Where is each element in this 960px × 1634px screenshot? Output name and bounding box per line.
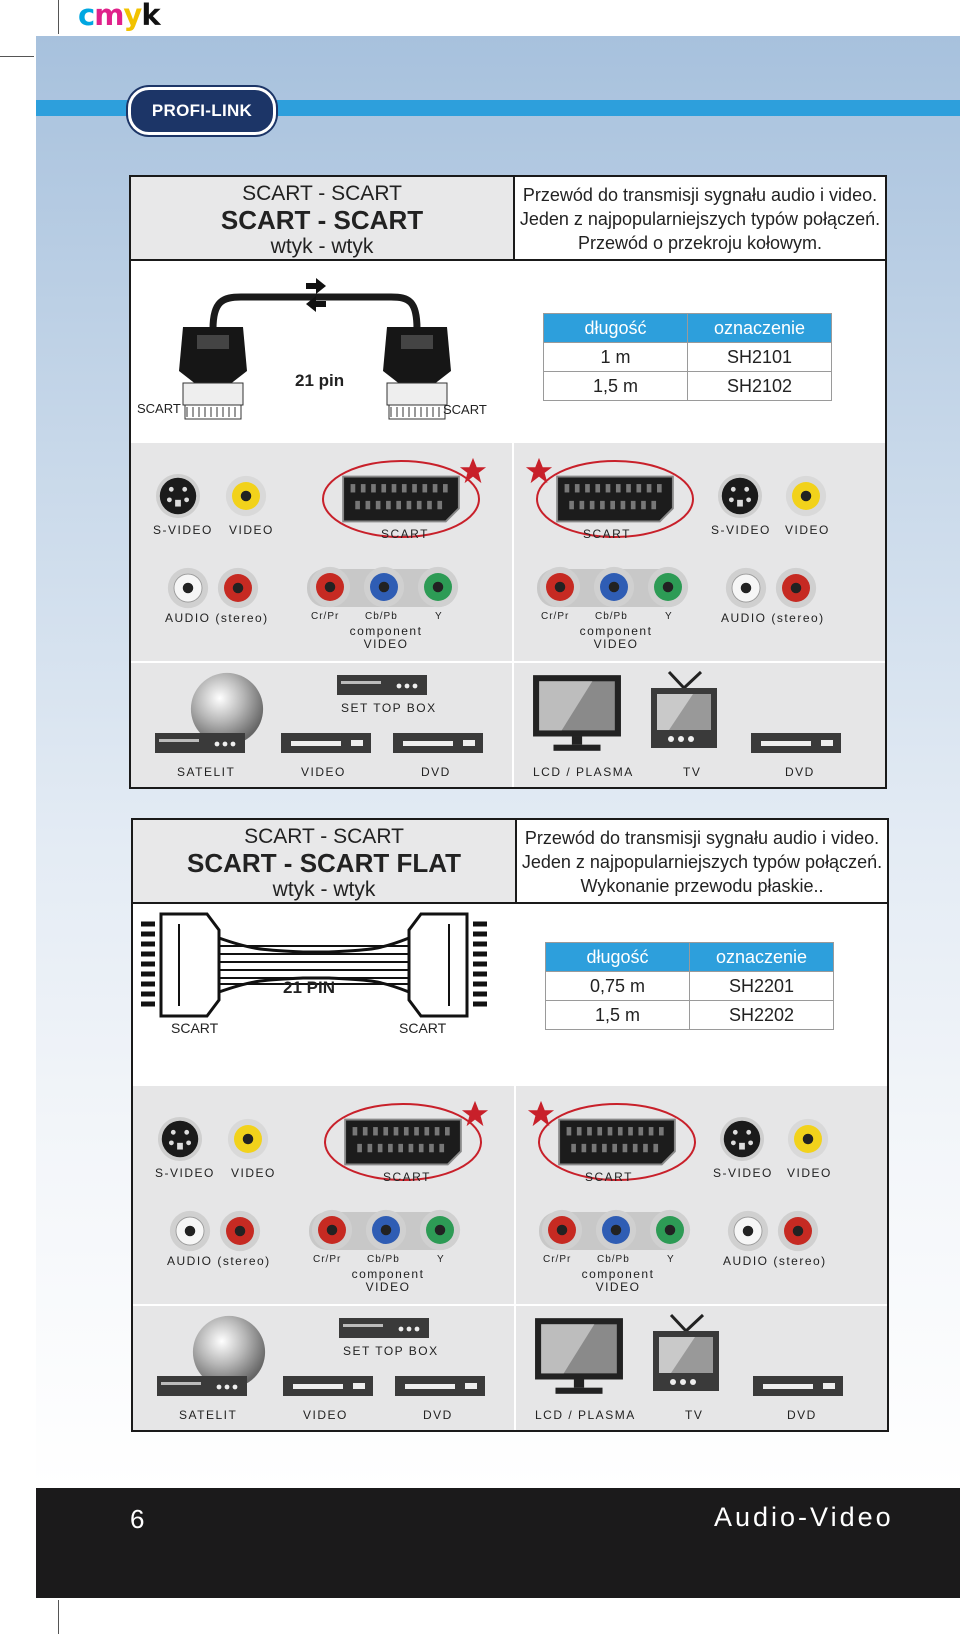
description-line: Jeden z najpopularniejszych typów połączeń. [519,209,881,229]
lcd-plasma-label: LCD / PLASMA [535,1408,636,1422]
crt-tv-icon [649,665,719,755]
component-video-label: component VIDEO [349,624,423,651]
cb-pb-label: Cb/Pb [597,1254,630,1265]
cb-pb-label: Cb/Pb [595,611,628,622]
cr-pr-label: Cr/Pr [313,1254,342,1265]
rca-red-socket-icon [777,1210,819,1252]
dvd-player-icon [395,1376,485,1398]
cr-pr-label: Cr/Pr [543,1254,572,1265]
product-title-block [131,177,515,259]
video-label: VIDEO [231,1166,276,1180]
rca-white-socket-icon [167,567,209,609]
y-label: Y [435,611,443,622]
y-label: Y [437,1254,445,1265]
col-header-length: długość [546,943,690,972]
rca-green-socket-icon [419,1209,461,1251]
table-row [546,1001,834,1030]
product-subtitle: SCART - SCART [242,182,402,205]
vcr-icon [283,1376,373,1398]
length-cell: 1,5 m [546,1001,690,1030]
product-header [131,177,885,261]
right-connector-label: SCART [443,402,487,417]
cr-pr-label: Cr/Pr [311,611,340,622]
dvd-player-icon [393,733,483,755]
table-row [544,372,832,401]
scart-label: SCART [585,1170,633,1184]
scart-label: SCART [381,527,429,541]
compatibility-grid [133,1086,887,1430]
rca-red-socket-icon [539,566,581,608]
left-connector-label: SCART [171,1020,219,1036]
spec-table [545,942,834,1030]
col-header-length: długość [544,314,688,343]
product-title: SCART - SCART FLAT [187,848,461,878]
product-panel-scart-flat [131,818,889,1432]
rca-yellow-socket-icon [225,475,267,517]
rca-red-socket-icon [309,566,351,608]
col-header-code: oznaczenie [688,314,832,343]
description-line: Przewód do transmisji sygnału audio i video. [524,828,880,848]
component-video-label: component VIDEO [351,1267,425,1294]
video-label: VIDEO [785,523,830,537]
s-video-socket-icon [719,1116,765,1162]
page-number: 6 [130,1504,145,1534]
dvd-label: DVD [787,1408,817,1422]
col-header-code: oznaczenie [690,943,834,972]
lcd-plasma-label: LCD / PLASMA [533,765,634,779]
rca-green-socket-icon [417,566,459,608]
lcd-plasma-icon [533,1316,625,1398]
product-description [515,177,885,259]
description-line: Jeden z najpopularniejszych typów połączeń. [521,852,883,872]
crt-tv-icon [651,1308,721,1398]
satelit-label: SATELIT [177,765,236,779]
rca-yellow-socket-icon [787,1118,829,1160]
satellite-receiver-icon [157,1376,247,1398]
video-label: VIDEO [229,523,274,537]
code-cell: SH2102 [688,372,832,401]
rca-red-socket-icon [541,1209,583,1251]
product-subtitle: SCART - SCART [244,825,404,848]
length-cell: 0,75 m [546,972,690,1001]
product-header [133,820,887,904]
s-video-label: S-VIDEO [155,1166,215,1180]
tv-label: TV [685,1408,704,1422]
cb-pb-label: Cb/Pb [367,1254,400,1265]
dvd-label: DVD [785,765,815,779]
s-video-label: S-VIDEO [713,1166,773,1180]
lcd-plasma-icon [531,673,623,755]
rca-green-socket-icon [649,1209,691,1251]
connector-type: wtyk - wtyk [270,235,374,258]
cable-diagram [133,904,887,1086]
set-top-box-icon [339,1318,429,1340]
code-cell: SH2201 [690,972,834,1001]
cr-pr-label: Cr/Pr [541,611,570,622]
dvd-player-icon [753,1376,843,1398]
rca-red-socket-icon [775,567,817,609]
s-video-socket-icon [717,473,763,519]
rca-white-socket-icon [169,1210,211,1252]
vcr-icon [281,733,371,755]
rca-red-socket-icon [311,1209,353,1251]
rca-blue-socket-icon [365,1209,407,1251]
length-cell: 1,5 m [544,372,688,401]
set-top-box-label: SET TOP BOX [341,701,437,715]
s-video-socket-icon [157,1116,203,1162]
rca-blue-socket-icon [595,1209,637,1251]
scart-cable-round-illustration [131,261,491,443]
length-cell: 1 m [544,343,688,372]
tv-label: TV [683,765,702,779]
cmyk-mark: cmyk [78,0,160,32]
rca-green-socket-icon [647,566,689,608]
code-cell: SH2202 [690,1001,834,1030]
product-title: SCART - SCART [220,205,424,235]
rca-blue-socket-icon [593,566,635,608]
rca-white-socket-icon [725,567,767,609]
table-row [544,343,832,372]
set-top-box-label: SET TOP BOX [343,1344,439,1358]
audio-stereo-label: AUDIO (stereo) [165,611,269,625]
component-video-label: component VIDEO [581,1267,655,1294]
description-line: Wykonanie przewodu płaskie.. [580,876,824,896]
video-device-label: VIDEO [303,1408,348,1422]
scart-label: SCART [383,1170,431,1184]
rca-red-socket-icon [219,1210,261,1252]
description-line: Przewód do transmisji sygnału audio i video. [522,185,878,205]
description-line: Przewód o przekroju kołowym. [577,233,823,253]
rca-red-socket-icon [217,567,259,609]
compatibility-grid [131,443,885,787]
audio-stereo-label: AUDIO (stereo) [721,611,825,625]
crop-mark [58,0,59,34]
rca-yellow-socket-icon [227,1118,269,1160]
spec-table [543,313,832,401]
set-top-box-icon [337,675,427,697]
dvd-label: DVD [423,1408,453,1422]
product-description [517,820,887,902]
right-connector-label: SCART [399,1020,447,1036]
dvd-player-icon [751,733,841,755]
cable-diagram [131,261,885,443]
rca-blue-socket-icon [363,566,405,608]
rca-yellow-socket-icon [785,475,827,517]
s-video-label: S-VIDEO [711,523,771,537]
section-title: Audio-Video [714,1502,894,1532]
satelit-label: SATELIT [179,1408,238,1422]
product-title-block [133,820,517,902]
left-connector-label: SCART [137,401,181,416]
y-label: Y [665,611,673,622]
crop-mark [58,1600,59,1634]
pin-count-label: 21 pin [295,371,345,390]
cb-pb-label: Cb/Pb [365,611,398,622]
crop-mark [0,56,34,57]
s-video-socket-icon [155,473,201,519]
code-cell: SH2101 [688,343,832,372]
y-label: Y [667,1254,675,1265]
video-device-label: VIDEO [301,765,346,779]
pin-count-label: 21 PIN [283,978,335,997]
audio-stereo-label: AUDIO (stereo) [167,1254,271,1268]
s-video-label: S-VIDEO [153,523,213,537]
scart-label: SCART [583,527,631,541]
satellite-receiver-icon [155,733,245,755]
connector-type: wtyk - wtyk [272,878,376,901]
video-label: VIDEO [787,1166,832,1180]
table-row [546,972,834,1001]
product-panel-scart-round [129,175,887,789]
profi-link-logo: PROFI-LINK [128,87,276,135]
dvd-label: DVD [421,765,451,779]
audio-stereo-label: AUDIO (stereo) [723,1254,827,1268]
component-video-label: component VIDEO [579,624,653,651]
rca-white-socket-icon [727,1210,769,1252]
